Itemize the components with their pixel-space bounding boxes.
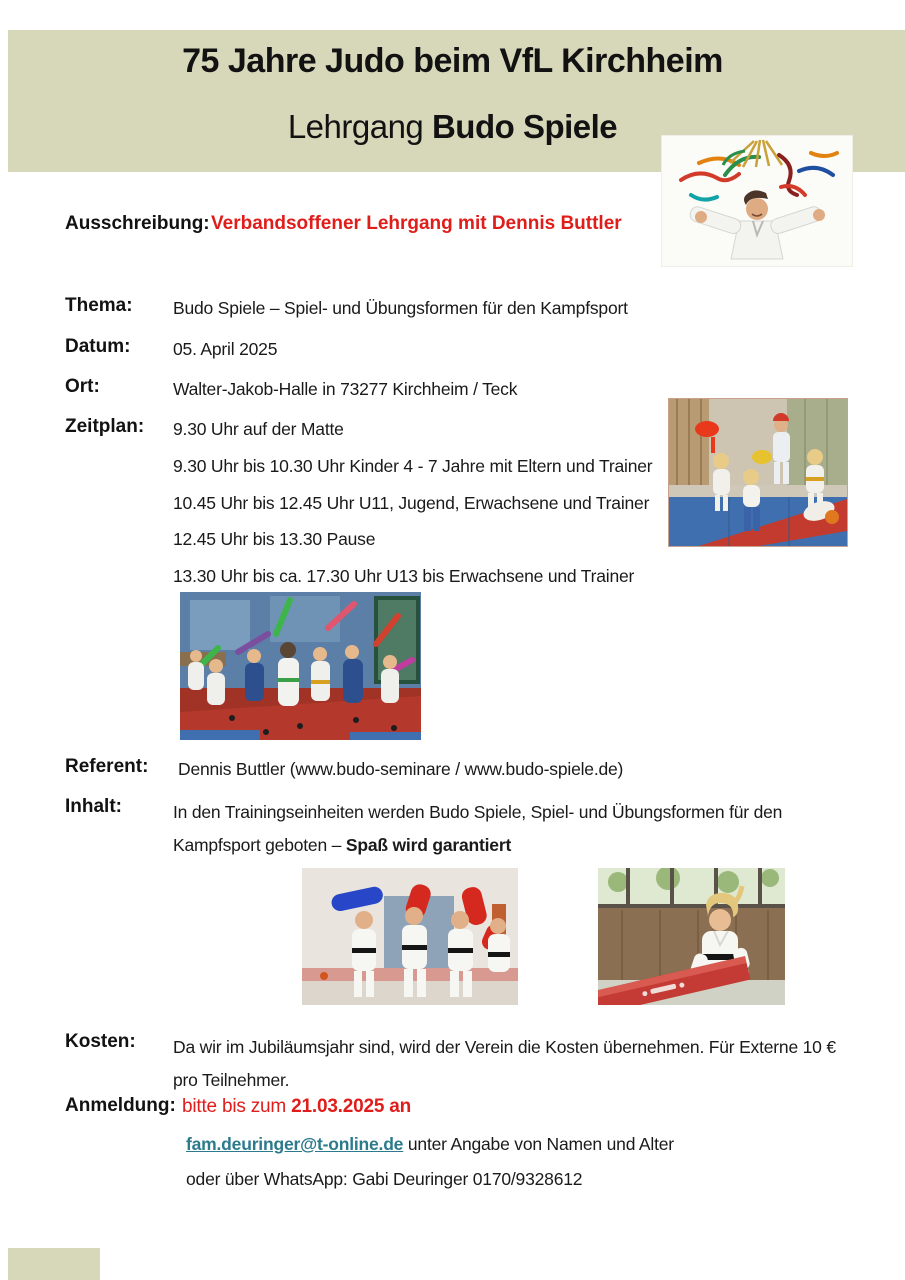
deadline-prefix: bitte bis zum (182, 1096, 292, 1117)
kosten-line2: pro Teilnehmer. (173, 1070, 290, 1090)
photo-judoka-confetti (661, 135, 853, 267)
whatsapp-line: oder über WhatsApp: Gabi Deuringer 0170/9328612 (186, 1169, 583, 1189)
zeitplan-line: 9.30 Uhr auf der Matte (173, 419, 344, 439)
zeitplan-list (173, 419, 652, 603)
ausschreibung-text: Verbandsoffener Lehrgang mit Dennis Buttler (211, 213, 622, 234)
zeitplan-line: 13.30 Uhr bis ca. 17.30 Uhr U13 bis Erwachsene und Trainer (173, 566, 635, 587)
footer-band-fragment (8, 1248, 100, 1280)
inhalt-line1: In den Trainingseinheiten werden Budo Spiele, Spiel- und Übungsformen für den (173, 802, 783, 822)
email-suffix: unter Angabe von Namen und Alter (403, 1134, 674, 1154)
zeitplan-line: 9.30 Uhr bis 10.30 Uhr Kinder 4 - 7 Jahre mit Eltern und Trainer (173, 455, 653, 476)
email-link[interactable]: fam.deuringer@t-online.de (186, 1134, 404, 1154)
email-line (186, 1134, 674, 1155)
photo-woman-beam (598, 868, 785, 1005)
zeitplan-line: 12.45 Uhr bis 13.30 Pause (173, 529, 376, 550)
thema-value: Budo Spiele – Spiel- und Übungsformen für den Kampfsport (173, 298, 628, 318)
ort-value: Walter-Jakob-Halle in 73277 Kirchheim / Teck (173, 379, 518, 399)
page-title: 75 Jahre Judo beim VfL Kirchheim (182, 42, 723, 80)
inhalt-line2-regular: Kampfsport geboten – (173, 835, 346, 855)
photo-kids-gym (668, 398, 848, 547)
photo-club-sparring (302, 868, 518, 1005)
ausschreibung-label: Ausschreibung: (65, 213, 210, 234)
kosten-line1: Da wir im Jubiläumsjahr sind, wird der Verein die Kosten übernehmen. Für Externe 10 € (173, 1037, 836, 1057)
inhalt-label: Inhalt: (65, 796, 122, 817)
kosten-value (173, 1031, 873, 1097)
thema-label: Thema: (65, 295, 133, 316)
datum-label: Datum: (65, 336, 131, 357)
referent-value: Dennis Buttler (www.budo-seminare / www.budo-spiele.de) (178, 759, 624, 779)
anmeldung-label: Anmeldung: (65, 1095, 176, 1116)
inhalt-line2 (173, 829, 863, 862)
zeitplan-line: 10.45 Uhr bis 12.45 Uhr U11, Jugend, Erwachsene und Trainer (173, 492, 650, 513)
referent-label: Referent: (65, 756, 149, 777)
zeitplan-label: Zeitplan: (65, 416, 145, 437)
ort-label: Ort: (65, 376, 100, 397)
subtitle-prefix: Lehrgang (287, 108, 432, 145)
inhalt-line2-bold: Spaß wird garantiert (345, 835, 512, 855)
subtitle-bold: Budo Spiele (431, 108, 618, 145)
deadline-date: 21.03.2025 an (291, 1096, 412, 1117)
datum-value: 05. April 2025 (173, 339, 278, 359)
inhalt-value (173, 796, 863, 862)
anmeldung-deadline (182, 1096, 411, 1118)
kosten-label: Kosten: (65, 1031, 136, 1052)
photo-group-noodles (180, 592, 421, 740)
